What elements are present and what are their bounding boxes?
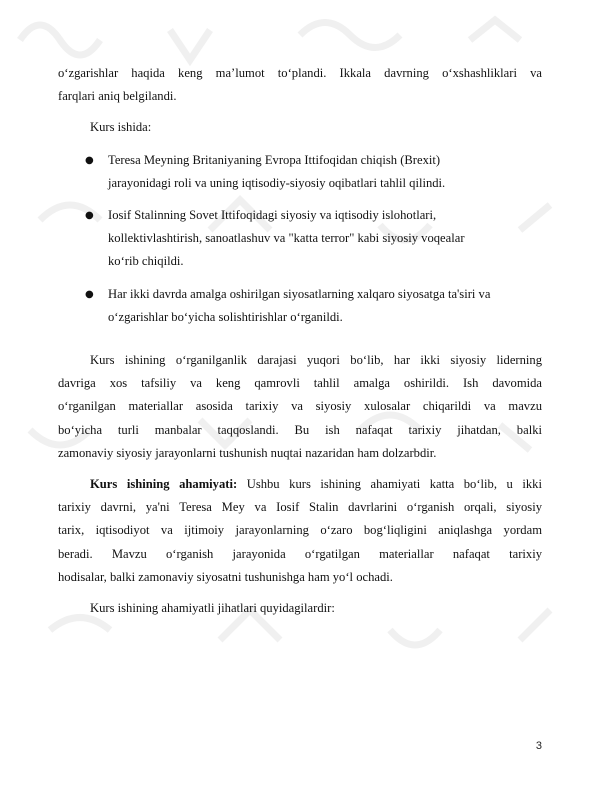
bullet-icon: ●	[85, 154, 94, 166]
paragraph-3: Kurs ishining ahamiyati: Ushbu kurs ishining ahamiyati katta bo‘lib, u ikki tarixiy davrni, ya'ni Teresa Mey va Iosif Stalin davrlarini o‘rganish orqali, siyosiy tarix, iqtisodiyot va ijtimoiy jarayonlarning o‘zaro bog‘liqligini aniqlashga yordam beradi. Mavzu o‘rganish jarayonida o‘rgatilgan materiallar nafaqat tarixiy hodisalar, balki zamonaviy siyosatni tushunishga ham yo‘l ochadi.	[58, 477, 542, 584]
paragraph-1-line-2: farqlari aniq belgilandi.	[58, 89, 177, 104]
list-item: ● Iosif Stalinning Sovet Ittifoqidagi siyosiy va iqtisodiy islohotlari, kollektivlashtirish, sanoatlashuv va "katta terror" kabi siyosiy voqealar ko‘rib chiqildi.	[58, 204, 536, 274]
bullet-list	[58, 149, 542, 329]
page-number: 3	[535, 740, 542, 752]
list-item: ● Teresa Meyning Britaniyaning Evropa Ittifoqidan chiqish (Brexit) jarayonidagi roli va uning iqtisodiy-siyosiy oqibatlari tahlil qilindi.	[58, 149, 536, 195]
bullet-icon: ●	[85, 210, 94, 222]
list-item: ● Har ikki davrda amalga oshirilgan siyosatlarning xalqaro siyosatga ta'siri va o‘zgarishlar bo‘yicha solishtirishlar o‘rganildi.	[58, 283, 536, 329]
importance-heading: Kurs ishining ahamiyati:	[90, 477, 238, 492]
document-body	[58, 62, 542, 620]
paragraph-1-line-1: o‘zgarishlar haqida keng ma’lumot to‘plandi. Ikkala davrning o‘xshashliklari va	[58, 66, 542, 80]
bullet-icon: ●	[85, 288, 94, 300]
closing-line: Kurs ishining ahamiyatli jihatlari quyidagilardir:	[90, 601, 335, 616]
kurs-ishida-heading: Kurs ishida:	[90, 120, 152, 135]
paragraph-2: Kurs ishining o‘rganilganlik darajasi yuqori bo‘lib, har ikki siyosiy liderning davriga xos tafsiliy va keng qamrovli tahlil amalga oshirildi. Ish davomida o‘rganilgan materiallar asosida tarixiy va siyosiy xulosalar chiqarildi va mavzu bo‘yicha turli manbalar taqqoslandi. Bu ish nafaqat tarixiy jihatdan, balki zamonaviy siyosiy jarayonlarni tushunish nuqtai nazaridan ham dolzarbdir.	[58, 353, 542, 460]
